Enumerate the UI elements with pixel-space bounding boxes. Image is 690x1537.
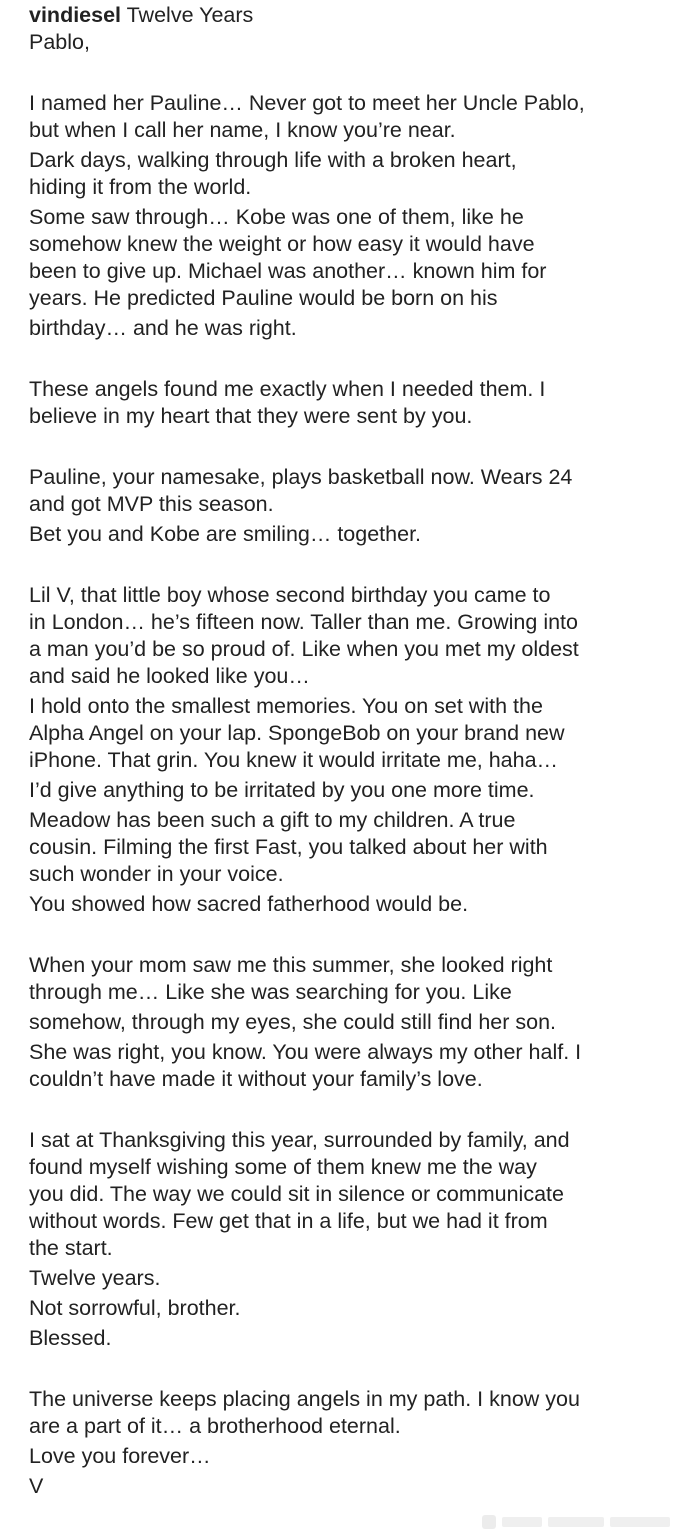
text-line: iPhone. That grin. You knew it would irritate me, haha… (29, 748, 559, 772)
text-line: you did. The way we could sit in silence or communicate (29, 1182, 564, 1206)
text-line: These angels found me exactly when I needed them. I (29, 377, 546, 401)
text-line: believe in my heart that they were sent by you. (29, 404, 473, 428)
text-line: Dark days, walking through life with a broken heart, (29, 148, 517, 172)
text-line: Pauline, your namesake, plays basketball now. Wears 24 (29, 465, 573, 489)
text-line: birthday… and he was right. (29, 316, 297, 340)
text-line: I sat at Thanksgiving this year, surrounded by family, and (29, 1128, 570, 1152)
text-line: a man you’d be so proud of. Like when you met my oldest (29, 637, 579, 661)
text-line: I’d give anything to be irritated by you one more time. (29, 778, 535, 802)
text-line: hiding it from the world. (29, 175, 252, 199)
text-line: I named her Pauline… Never got to meet her Uncle Pablo, (29, 91, 585, 115)
text-line: been to give up. Michael was another… known him for (29, 259, 547, 283)
text-line: Pablo, (29, 30, 90, 54)
text-line: The universe keeps placing angels in my path. I know you (29, 1387, 580, 1411)
text-line: and said he looked like you… (29, 664, 310, 688)
text-line: and got MVP this season. (29, 492, 274, 516)
text-line: cousin. Filming the first Fast, you talked about her with (29, 835, 548, 859)
text-line: are a part of it… a brotherhood eternal. (29, 1414, 401, 1438)
text-line: somehow, through my eyes, she could still find her son. (29, 1010, 557, 1034)
text-line: without words. Few get that in a life, but we had it from (29, 1209, 548, 1233)
text-line: Not sorrowful, brother. (29, 1296, 241, 1320)
text-line: I hold onto the smallest memories. You on set with the (29, 694, 543, 718)
text-line: She was right, you know. You were always my other half. I (29, 1040, 582, 1064)
text-line: found myself wishing some of them knew me the way (29, 1155, 537, 1179)
text-line: When your mom saw me this summer, she looked right (29, 953, 553, 977)
text-line: V (29, 1474, 44, 1498)
text-line: but when I call her name, I know you’re near. (29, 118, 456, 142)
text-line: You showed how sacred fatherhood would be. (29, 892, 469, 916)
text-line: years. He predicted Pauline would be born on his (29, 286, 498, 310)
text-line: somehow knew the weight or how easy it would have (29, 232, 535, 256)
text-line: Lil V, that little boy whose second birthday you came to (29, 583, 551, 607)
text-line: such wonder in your voice. (29, 862, 284, 886)
text-line: Alpha Angel on your lap. SpongeBob on your brand new (29, 721, 565, 745)
caption-title: Twelve Years (126, 3, 254, 27)
text-line: Blessed. (29, 1326, 112, 1350)
text-line: Meadow has been such a gift to my children. A true (29, 808, 516, 832)
text-line: Twelve years. (29, 1266, 161, 1290)
username[interactable]: vindiesel (29, 3, 122, 27)
text-line: the start. (29, 1236, 113, 1260)
watermark (482, 1511, 672, 1533)
caption-header (29, 2, 669, 29)
text-line: Love you forever… (29, 1444, 211, 1468)
post-caption (29, 2, 669, 1500)
text-line: in London… he’s fifteen now. Taller than me. Growing into (29, 610, 578, 634)
text-line: through me… Like she was searching for you. Like (29, 980, 512, 1004)
text-line: Some saw through… Kobe was one of them, like he (29, 205, 524, 229)
text-line: Bet you and Kobe are smiling… together. (29, 522, 422, 546)
text-line: couldn’t have made it without your family’s love. (29, 1067, 483, 1091)
